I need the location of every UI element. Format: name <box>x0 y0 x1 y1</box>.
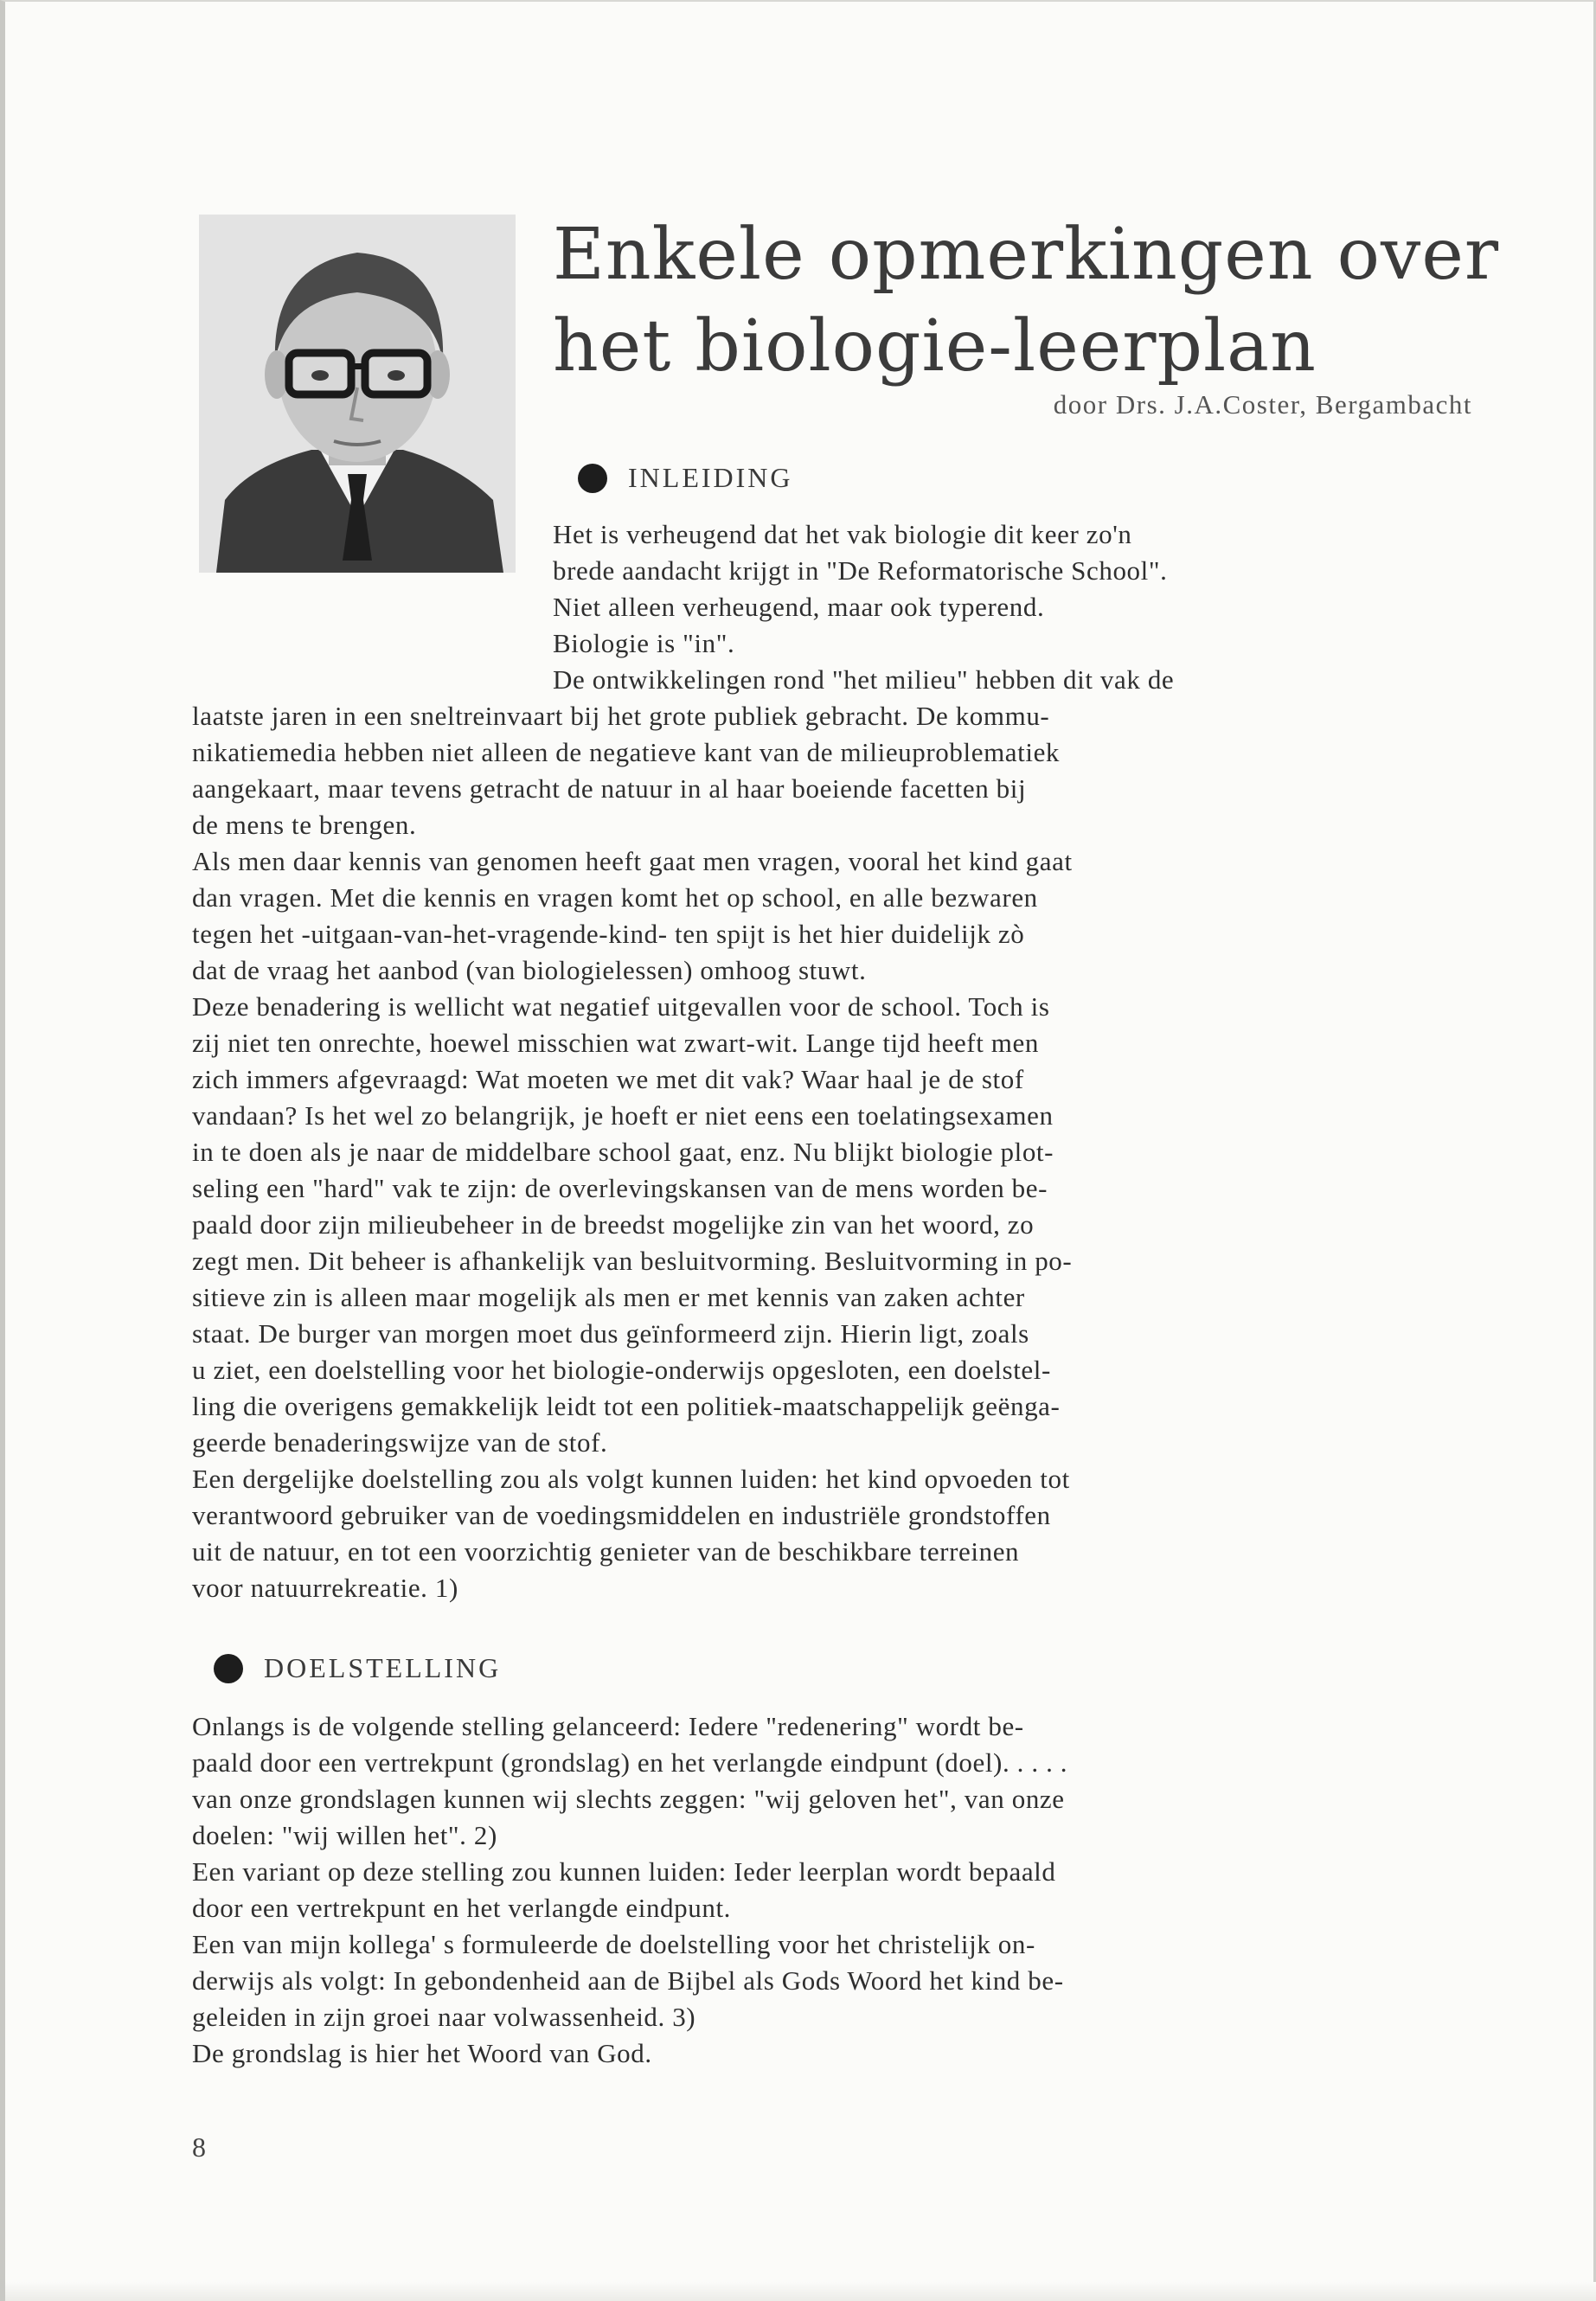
body-line: zich immers afgevraagd: Wat moeten we met dit vak? Waar haal je de stof <box>192 1064 1024 1094</box>
page-number: 8 <box>192 2131 206 2163</box>
bullet-dot-icon <box>578 464 607 493</box>
body-line: doelen: "wij willen het". 2) <box>192 1820 497 1850</box>
article-title-line-1: Enkele opmerkingen over <box>553 214 1500 296</box>
body-line: nikatiemedia hebben niet alleen de negatieve kant van de milieuproblematiek <box>192 737 1061 767</box>
body-line: paald door een vertrekpunt (grondslag) en het verlangde eindpunt (doel). . . . . <box>192 1747 1068 1778</box>
section-heading-doelstelling <box>214 1652 501 1684</box>
body-line: Een dergelijke doelstelling zou als volgt kunnen luiden: het kind opvoeden tot <box>192 1464 1070 1494</box>
body-line: vandaan? Is het wel zo belangrijk, je hoeft er niet eens een toelatingsexamen <box>192 1100 1054 1131</box>
body-line: zegt men. Dit beheer is afhankelijk van besluitvorming. Besluitvorming in po- <box>192 1246 1073 1276</box>
body-line: geerde benaderingswijze van de stof. <box>192 1427 608 1458</box>
body-line: uit de natuur, en tot een voorzichtig genieter van de beschikbare terreinen <box>192 1536 1020 1567</box>
body-line: van onze grondslagen kunnen wij slechts zeggen: "wij geloven het", van onze <box>192 1784 1065 1814</box>
body-line: voor natuurrekreatie. 1) <box>192 1573 458 1603</box>
body-line: in te doen als je naar de middelbare school gaat, enz. Nu blijkt biologie plot- <box>192 1137 1054 1167</box>
author-byline: door Drs. J.A.Coster, Bergambacht <box>1053 389 1472 420</box>
author-portrait-photo <box>199 215 516 573</box>
body-line: Deze benadering is wellicht wat negatief uitgevallen voor de school. Toch is <box>192 991 1050 1022</box>
body-line: Een variant op deze stelling zou kunnen luiden: Ieder leerplan wordt bepaald <box>192 1856 1056 1887</box>
body-line: paald door zijn milieubeheer in de breedst mogelijke zin van het woord, zo <box>192 1209 1035 1240</box>
article-title-line-2: het biologie-leerplan <box>553 305 1317 388</box>
body-line: ling die overigens gemakkelijk leidt tot een politiek-maatschappelijk geënga- <box>192 1391 1061 1421</box>
body-line: derwijs als volgt: In gebondenheid aan de Bijbel als Gods Woord het kind be- <box>192 1965 1064 1996</box>
body-line: De ontwikkelingen rond "het milieu" hebben dit vak de <box>553 664 1175 695</box>
body-line: Onlangs is de volgende stelling gelanceerd: Iedere "redenering" wordt be- <box>192 1711 1024 1741</box>
section-heading-label: INLEIDING <box>628 462 793 493</box>
body-line: Het is verheugend dat het vak biologie dit keer zo'n <box>553 519 1132 549</box>
body-line: geleiden in zijn groei naar volwassenheid. 3) <box>192 2002 696 2032</box>
body-line: door een vertrekpunt en het verlangde eindpunt. <box>192 1893 732 1923</box>
body-line: laatste jaren in een sneltreinvaart bij het grote publiek gebracht. De kommu- <box>192 701 1050 731</box>
body-line: Als men daar kennis van genomen heeft gaat men vragen, vooral het kind gaat <box>192 846 1073 876</box>
article-title <box>553 209 1574 393</box>
body-line: sitieve zin is alleen maar mogelijk als men er met kennis van zaken achter <box>192 1282 1025 1312</box>
section-heading-inleiding <box>578 462 793 494</box>
body-line: dan vragen. Met die kennis en vragen komt het op school, en alle bezwaren <box>192 882 1038 913</box>
body-line: Niet alleen verheugend, maar ook typerend. <box>553 592 1045 622</box>
body-line: aangekaart, maar tevens getracht de natuur in al haar boeiende facetten bij <box>192 773 1027 804</box>
body-line: verantwoord gebruiker van de voedingsmiddelen en industriële grondstoffen <box>192 1500 1051 1530</box>
body-line: u ziet, een doelstelling voor het biologie-onderwijs opgesloten, een doelstel- <box>192 1355 1051 1385</box>
body-line: staat. De burger van morgen moet dus geïnformeerd zijn. Hierin ligt, zoals <box>192 1318 1029 1349</box>
body-line: brede aandacht krijgt in "De Reformatorische School". <box>553 555 1168 586</box>
body-line: dat de vraag het aanbod (van biologielessen) omhoog stuwt. <box>192 955 867 985</box>
body-line: de mens te brengen. <box>192 810 417 840</box>
scan-edge-shadow <box>5 2282 1596 2301</box>
body-line: seling een "hard" vak te zijn: de overlevingskansen van de mens worden be- <box>192 1173 1048 1203</box>
body-line: Biologie is "in". <box>553 628 735 658</box>
body-line: Een van mijn kollega' s formuleerde de doelstelling voor het christelijk on- <box>192 1929 1035 1959</box>
body-line: De grondslag is hier het Woord van God. <box>192 2038 652 2068</box>
bullet-dot-icon <box>214 1654 243 1683</box>
section-heading-label: DOELSTELLING <box>264 1652 502 1683</box>
body-line: zij niet ten onrechte, hoewel misschien wat zwart-wit. Lange tijd heeft men <box>192 1028 1039 1058</box>
body-line: tegen het -uitgaan-van-het-vragende-kind- ten spijt is het hier duidelijk zò <box>192 919 1025 949</box>
